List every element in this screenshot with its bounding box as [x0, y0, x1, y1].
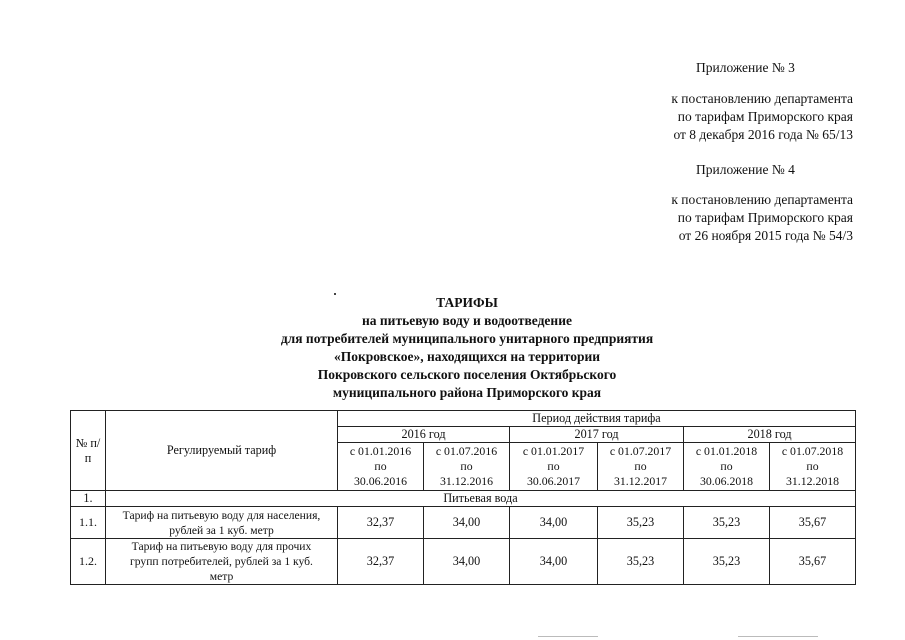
- tariff-value: 34,00: [424, 539, 510, 585]
- period-cell: [598, 443, 684, 491]
- year-header: 2018 год: [684, 427, 856, 443]
- tariff-value: 34,00: [510, 539, 598, 585]
- period-po: по: [720, 459, 733, 473]
- period-from: с 01.07.2016: [435, 444, 498, 458]
- row-name: [106, 507, 338, 539]
- heading-line: муниципального района Приморского края: [332, 385, 602, 400]
- period-from: с 01.01.2018: [695, 444, 758, 458]
- row-name-line: метр: [209, 570, 234, 583]
- period-cell: [510, 443, 598, 491]
- tariff-value: 34,00: [510, 507, 598, 539]
- period-from: с 01.07.2017: [609, 444, 672, 458]
- col-header-num: № п/п: [71, 411, 106, 491]
- table-row: [71, 507, 856, 539]
- period-cell: [684, 443, 770, 491]
- tariff-value: 35,23: [598, 507, 684, 539]
- period-to: 30.06.2017: [526, 474, 581, 488]
- period-po: по: [547, 459, 560, 473]
- scan-artifact: [738, 636, 818, 637]
- row-name-line: групп потребителей, рублей за 1 куб.: [130, 555, 313, 568]
- heading-title: ТАРИФЫ: [436, 295, 498, 310]
- tariff-value: 34,00: [424, 507, 510, 539]
- period-cell: [338, 443, 424, 491]
- scan-artifact: [538, 636, 598, 637]
- period-to: 31.12.2016: [439, 474, 494, 488]
- table-row: [71, 539, 856, 585]
- tariff-value: 35,67: [770, 539, 856, 585]
- heading-line: Покровского сельского поселения Октябрьского: [317, 367, 617, 382]
- period-po: по: [806, 459, 819, 473]
- appendix-4-line: к постановлению департамента: [671, 192, 853, 207]
- appendix-4-title: Приложение № 4: [696, 162, 795, 177]
- row-num: 1.1.: [71, 507, 106, 539]
- row-name: [106, 539, 338, 585]
- tariff-value: 32,37: [338, 507, 424, 539]
- year-header: 2017 год: [510, 427, 684, 443]
- period-from: с 01.01.2016: [349, 444, 412, 458]
- period-from: с 01.07.2018: [781, 444, 844, 458]
- period-to: 31.12.2018: [785, 474, 840, 488]
- period-cell: [770, 443, 856, 491]
- heading-line: для потребителей муниципального унитарного предприятия: [280, 331, 654, 346]
- appendix-3-title: Приложение № 3: [696, 60, 795, 75]
- appendix-4-line: по тарифам Приморского края: [677, 210, 853, 225]
- period-po: по: [634, 459, 647, 473]
- tariff-value: 32,37: [338, 539, 424, 585]
- period-header: Период действия тарифа: [338, 411, 856, 427]
- tariff-value: 35,23: [684, 539, 770, 585]
- period-to: 31.12.2017: [613, 474, 668, 488]
- heading-line: «Покровское», находящихся на территории: [333, 349, 601, 364]
- period-po: по: [374, 459, 387, 473]
- period-po: по: [460, 459, 473, 473]
- period-to: 30.06.2016: [353, 474, 408, 488]
- section-num: 1.: [71, 491, 106, 507]
- appendix-3-line: к постановлению департамента: [671, 91, 853, 106]
- tariff-value: 35,23: [598, 539, 684, 585]
- row-name-line: рублей за 1 куб. метр: [169, 523, 274, 537]
- row-num: 1.2.: [71, 539, 106, 585]
- tariff-table: [70, 410, 856, 585]
- document-heading: [200, 294, 734, 402]
- tariff-value: 35,23: [684, 507, 770, 539]
- section-label: Питьевая вода: [106, 491, 856, 507]
- appendix-3-line: по тарифам Приморского края: [677, 109, 853, 124]
- period-cell: [424, 443, 510, 491]
- tariff-value: 35,67: [770, 507, 856, 539]
- period-to: 30.06.2018: [699, 474, 754, 488]
- row-name-line: Тариф на питьевую воду для прочих: [131, 540, 312, 553]
- heading-line: на питьевую воду и водоотведение: [362, 313, 572, 328]
- period-from: с 01.01.2017: [522, 444, 585, 458]
- row-name-line: Тариф на питьевую воду для населения,: [122, 508, 321, 522]
- col-header-tariff: Регулируемый тариф: [106, 411, 338, 491]
- appendix-3-line: от 8 декабря 2016 года № 65/13: [673, 127, 853, 142]
- appendix-4-line: от 26 ноября 2015 года № 54/3: [678, 228, 853, 243]
- year-header: 2016 год: [338, 427, 510, 443]
